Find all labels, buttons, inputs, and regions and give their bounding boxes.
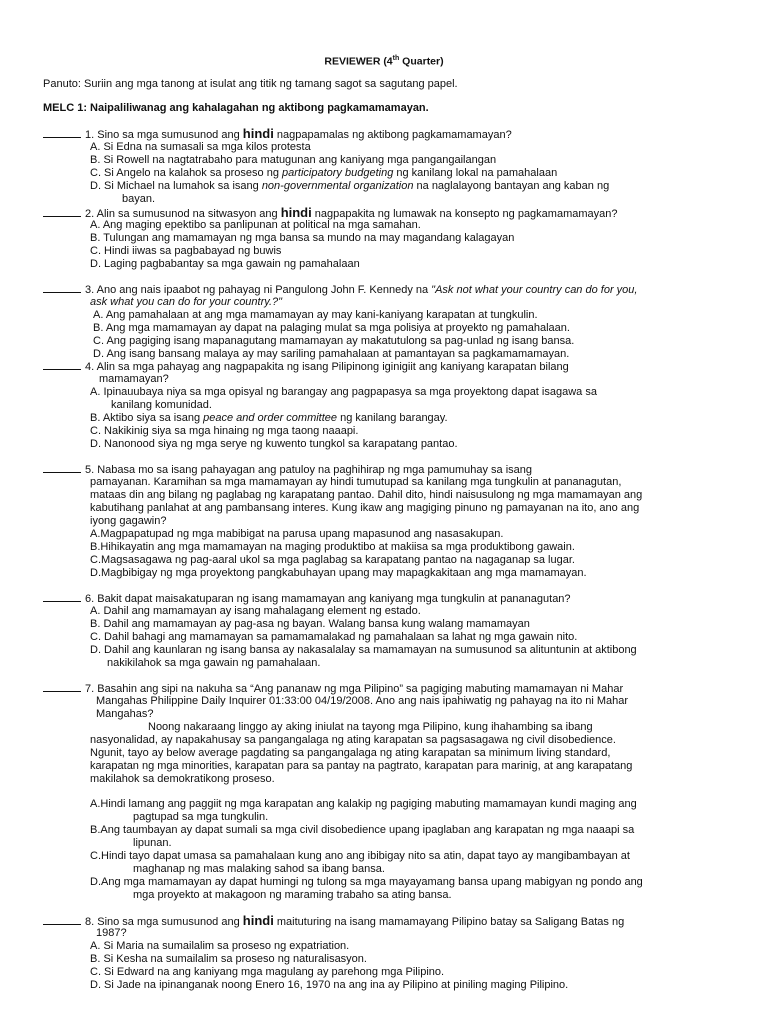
question-8: 8. Sino sa mga sumusunod ang hindi maituturing na isang mamamayang Pilipino batay sa Saligang Batas ng [43, 914, 624, 929]
answer-blank[interactable] [43, 463, 81, 473]
question-5-line: mataas din ang bilang ng paglabag ng karapatang pantao. Dahil dito, hindi naisusulong ng mga mamamayan ang [90, 489, 643, 501]
answer-blank[interactable] [43, 207, 81, 217]
q1-choice-c: C. Si Angelo na kalahok sa proseso ng participatory budgeting ng kanilang lokal na pamahalaan [90, 167, 558, 179]
q2-choice-c: C. Hindi iiwas sa pagbabayad ng buwis [90, 245, 282, 257]
answer-blank[interactable] [43, 682, 81, 692]
q6-choice-b: B. Dahil ang mamamayan ay pag-asa ng bayan. Walang bansa kung walang mamamayan [90, 618, 530, 630]
q3-choice-d: D. Ang isang bansang malaya ay may sariling pamahalaan at pamantayan sa pagkamamamayan. [93, 348, 570, 360]
q1-choice-a: A. Si Edna na sumasali sa mga kilos protesta [90, 141, 311, 153]
question-2: 2. Alin sa sumusunod na sitwasyon ang hindi nagpapakita ng lumawak na konsepto ng pagkamamamayan? [43, 206, 618, 221]
question-7: 7. Basahin ang sipi na nakuha sa “Ang pananaw ng mga Pilipino” sa pagiging mabuting mamamayan ni Mahar [43, 682, 623, 696]
q7-choice-a-cont: pagtupad sa mga tungkulin. [133, 811, 269, 823]
question-5-line: kabutihang panlahat at ang pambansang interes. Kung ikaw ang magiging pinuno ng pamayanan na ito, ano ang [90, 502, 640, 514]
q7-choice-d: D.Ang mga mamamayan ay dapat humingi ng tulong sa mga mayayamang bansa upang mabigyan ng pondo ang [90, 876, 643, 888]
q6-choice-c: C. Dahil bahagi ang mamamayan sa pamamamalakad ng pamahalaan sa lahat ng mga gawain nito. [90, 631, 578, 643]
excerpt-line: makilahok sa demokratikong proseso. [90, 773, 275, 785]
q7-choice-d-cont: mga proyekto at makagoon ng maraming trabaho sa ating bansa. [133, 889, 452, 901]
instructions: Panuto: Suriin ang mga tanong at isulat ang titik ng tamang sagot sa sagutang papel. [43, 78, 458, 90]
q5-choice-d: D.Magbibigay ng mga proyektong pangkabuhayan upang may mapagkakitaan ang mga mamamayan. [90, 567, 587, 579]
q4-choice-b: B. Aktibo siya sa isang peace and order committee ng kanilang barangay. [90, 412, 448, 424]
q2-choice-a: A. Ang maging epektibo sa panlipunan at political na mga samahan. [90, 219, 421, 231]
q6-choice-d: D. Dahil ang kaunlaran ng isang bansa ay nakasalalay sa mamamayan na sumusunod sa alituntunin at aktibong [90, 644, 637, 656]
excerpt-line: karapatan ng mga minorities, karapatan para sa pantay na pagtrato, karapatan para marinig, at ang karapatang [90, 760, 633, 772]
question-5: 5. Nabasa mo sa isang pahayagan ang patuloy na paghihirap ng mga pamumuhay sa isang [43, 463, 532, 477]
q6-choice-d-cont: nakikilahok sa mga gawain ng pamahalaan. [107, 657, 321, 669]
q4-choice-a-cont: kanilang komunidad. [111, 399, 212, 411]
q1-choice-b: B. Si Rowell na nagtatrabaho para matugunan ang kaniyang mga pangangailangan [90, 154, 497, 166]
question-7-line: Mangahas Philippine Daily Inquirer 01:33:00 04/19/2008. Ano ang nais ipahiwatig ng pahayag na ito ni Mahar [96, 695, 629, 707]
question-5-line: iyong gagawin? [90, 515, 167, 527]
q8-choice-b: B. Si Kesha na sumailalim sa proseso ng naturalisasyon. [90, 953, 367, 965]
question-3: 3. Ano ang nais ipaabot ng pahayag ni Pangulong John F. Kennedy na "Ask not what your country can do for you, [43, 283, 637, 297]
q4-choice-c: C. Nakikinig siya sa mga hinaing ng mga taong naaapi. [90, 425, 359, 437]
question-4: 4. Alin sa mga pahayag ang nagpapakita ng isang Pilipinong iginigiit ang kaniyang karapatan bilang [43, 360, 569, 374]
q1-choice-d-cont: bayan. [122, 193, 156, 205]
answer-blank[interactable] [43, 915, 81, 925]
answer-blank[interactable] [43, 128, 81, 138]
q4-choice-d: D. Nanonood siya ng mga serye ng kuwento tungkol sa karapatang pantao. [90, 438, 458, 450]
excerpt-line: Ngunit, tayo ay below average pagdating sa pangangalaga ng ating karapatan sa minimum living standard, [90, 747, 611, 759]
q7-choice-a: A.Hindi lamang ang paggiit ng mga karapatan ang kalakip ng pagiging mabuting mamamayan kundi maging ang [90, 798, 637, 810]
q3-choice-c: C. Ang pagiging isang mapanagutang mamamayan ay makatutulong sa pag-unlad ng isang bansa. [93, 335, 575, 347]
q3-choice-b: B. Ang mga mamamayan ay dapat na palaging mulat sa mga polisiya at proyekto ng pamahalaan. [93, 322, 570, 334]
excerpt-line: Noong nakaraang linggo ay aking iniulat na tayong mga Pilipino, kung ihahambing sa ibang [148, 721, 593, 733]
q8-choice-a: A. Si Maria na sumailalim sa proseso ng expatriation. [90, 940, 350, 952]
q8-choice-c: C. Si Edward na ang kaniyang mga magulang ay parehong mga Pilipino. [90, 966, 445, 978]
q3-choice-a: A. Ang pamahalaan at ang mga mamamayan ay may kani-kaniyang karapatan at tungkulin. [93, 309, 538, 321]
answer-blank[interactable] [43, 360, 81, 370]
q7-choice-c-cont: maghanap ng mas malaking sahod sa ibang bansa. [133, 863, 385, 875]
q5-choice-b: B.Hihikayatin ang mga mamamayan na maging produktibo at makiisa sa mga produktibong gawain. [90, 541, 575, 553]
q1-choice-d: D. Si Michael na lumahok sa isang non-governmental organization na naglalayong bantayan ang kaban ng [90, 180, 610, 192]
q5-choice-a: A.Magpapatupad ng mga mabibigat na parusa upang mapasunod ang nasasakupan. [90, 528, 504, 540]
answer-blank[interactable] [43, 592, 81, 602]
q7-choice-c: C.Hindi tayo dapat umasa sa pamahalaan kung ano ang ibibigay nito sa atin, dapat tayo ay mangibambayan at [90, 850, 630, 862]
excerpt-line: nasyonalidad, ay napakahusay sa pangangalaga ng ating karapatan sa pagsasagawa ng civil disobedience. [90, 734, 616, 746]
question-7-line: Mangahas? [96, 708, 154, 720]
q6-choice-a: A. Dahil ang mamamayan ay isang mahalagang element ng estado. [90, 605, 421, 617]
q3-quote-cont: ask what you can do for your country.?" [90, 296, 283, 308]
q2-choice-b: B. Tulungan ang mamamayan ng mga bansa sa mundo na may magandang kalagayan [90, 232, 515, 244]
melc-heading: MELC 1: Naipaliliwanag ang kahalagahan ng aktibong pagkamamamayan. [43, 102, 429, 114]
answer-blank[interactable] [43, 283, 81, 293]
question-4-cont: mamamayan? [99, 373, 169, 385]
question-5-line: pamayanan. Karamihan sa mga mamamayan ay hindi tumutupad sa kanilang mga tungkulin at pananagutan, [90, 476, 622, 488]
q7-choice-b: B.Ang taumbayan ay dapat sumali sa mga civil disobedience upang ipaglaban ang karapatan ng mga naaapi sa [90, 824, 635, 836]
page-title: REVIEWER (4th Quarter) [324, 55, 444, 68]
q8-choice-d: D. Si Jade na ipinanganak noong Enero 16, 1970 na ang ina ay Pilipino at piniling maging Pilipino. [90, 979, 569, 991]
q7-choice-b-cont: lipunan. [133, 837, 172, 849]
question-6: 6. Bakit dapat maisakatuparan ng isang mamamayan ang kaniyang mga tungkulin at pananagutan? [43, 592, 571, 606]
q4-choice-a: A. Ipinauubaya niya sa mga opisyal ng barangay ang pagpapasya sa mga proyektong dapat isagawa sa [90, 386, 597, 398]
q5-choice-c: C.Magsasagawa ng pag-aaral ukol sa mga paglabag sa karapatang pantao na nagaganap sa lugar. [90, 554, 575, 566]
q2-choice-d: D. Laging pagbabantay sa mga gawain ng pamahalaan [90, 258, 360, 270]
question-1: 1. Sino sa mga sumusunod ang hindi nagpapamalas ng aktibong pagkamamamayan? [43, 127, 512, 142]
question-8-cont: 1987? [96, 927, 127, 939]
